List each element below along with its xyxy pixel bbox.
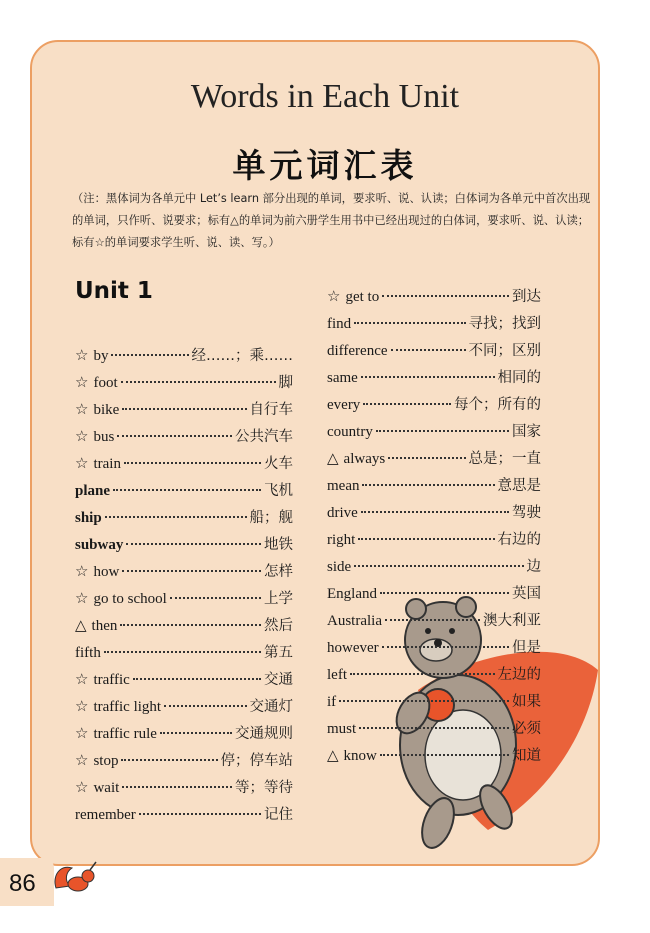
vocab-meaning: 必须 bbox=[512, 721, 541, 737]
dot-leader bbox=[354, 322, 465, 324]
vocab-meaning: 怎样 bbox=[264, 564, 293, 580]
vocab-word: country bbox=[327, 424, 373, 440]
vocab-row bbox=[327, 474, 541, 501]
page-number-tab bbox=[0, 858, 54, 906]
vocab-word: left bbox=[327, 667, 347, 683]
vocab-row bbox=[75, 506, 293, 533]
vocab-word: then bbox=[91, 618, 118, 634]
vocab-word: foot bbox=[93, 375, 118, 391]
dot-leader bbox=[362, 484, 494, 486]
squirrel-head bbox=[82, 870, 94, 882]
vocab-mark: ☆ bbox=[75, 427, 89, 445]
vocab-meaning: 停；停车站 bbox=[220, 753, 293, 769]
vocab-word: side bbox=[327, 559, 352, 575]
vocab-word: ship bbox=[75, 510, 102, 526]
dot-leader bbox=[380, 592, 509, 594]
dot-leader bbox=[121, 759, 217, 761]
vocab-mark: ☆ bbox=[75, 346, 89, 364]
vocab-mark: △ bbox=[327, 449, 339, 467]
vocab-word: however bbox=[327, 640, 379, 656]
dot-leader bbox=[376, 430, 509, 432]
vocab-word: train bbox=[93, 456, 121, 472]
dot-leader bbox=[160, 732, 232, 734]
vocab-mark: ☆ bbox=[75, 400, 89, 418]
vocab-row bbox=[327, 339, 541, 366]
dot-leader bbox=[385, 619, 480, 621]
vocab-word: traffic rule bbox=[93, 726, 157, 742]
vocab-word: mean bbox=[327, 478, 360, 494]
vocab-word: always bbox=[343, 451, 386, 467]
vocab-mark: ☆ bbox=[75, 454, 89, 472]
vocab-row bbox=[327, 285, 541, 312]
vocab-meaning: 地铁 bbox=[264, 537, 293, 553]
vocab-row bbox=[75, 398, 293, 425]
vocab-mark: ☆ bbox=[75, 589, 89, 607]
vocab-meaning: 边 bbox=[526, 559, 541, 575]
vocab-meaning: 上学 bbox=[264, 591, 293, 607]
vocab-mark: ☆ bbox=[75, 724, 89, 742]
dot-leader bbox=[124, 462, 261, 464]
vocab-meaning: 国家 bbox=[512, 424, 541, 440]
vocab-row bbox=[75, 371, 293, 398]
vocab-row bbox=[327, 744, 541, 771]
vocab-word: remember bbox=[75, 807, 136, 823]
vocab-row bbox=[75, 722, 293, 749]
vocab-row bbox=[75, 641, 293, 668]
dot-leader bbox=[170, 597, 261, 599]
vocab-row bbox=[327, 501, 541, 528]
vocab-meaning: 脚 bbox=[278, 375, 293, 391]
dot-leader bbox=[164, 705, 246, 707]
vocab-meaning: 交通规则 bbox=[235, 726, 293, 742]
dot-leader bbox=[122, 570, 261, 572]
vocab-word: drive bbox=[327, 505, 358, 521]
vocab-row bbox=[75, 614, 293, 641]
vocab-meaning: 火车 bbox=[264, 456, 293, 472]
vocab-row bbox=[75, 668, 293, 695]
vocab-row bbox=[75, 560, 293, 587]
vocab-meaning: 如果 bbox=[512, 694, 541, 710]
vocab-row bbox=[327, 609, 541, 636]
dot-leader bbox=[363, 403, 451, 405]
dot-leader bbox=[388, 457, 465, 459]
vocab-row bbox=[75, 425, 293, 452]
vocab-row bbox=[75, 776, 293, 803]
vocab-word: traffic light bbox=[93, 699, 162, 715]
page-number: 86 bbox=[9, 870, 36, 897]
vocab-meaning: 但是 bbox=[512, 640, 541, 656]
vocab-word: by bbox=[93, 348, 109, 364]
dot-leader bbox=[121, 381, 276, 383]
dot-leader bbox=[382, 646, 509, 648]
vocab-mark: ☆ bbox=[75, 751, 89, 769]
vocab-row bbox=[327, 420, 541, 447]
dot-leader bbox=[104, 651, 261, 653]
dot-leader bbox=[122, 786, 232, 788]
vocab-word: how bbox=[93, 564, 120, 580]
vocab-meaning: 英国 bbox=[512, 586, 541, 602]
vocab-mark: ☆ bbox=[75, 778, 89, 796]
vocab-meaning: 记住 bbox=[264, 807, 293, 823]
dot-leader bbox=[113, 489, 261, 491]
vocab-column-right bbox=[327, 285, 541, 771]
vocab-mark: △ bbox=[327, 746, 339, 764]
note-paragraph: （注：黑体词为各单元中 Let’s learn 部分出现的单词，要求听、说、认读；白体词为各单元中首次出现的单词，只作听、说要求；标有△的单词为前六册学生用书中已经出现过的白体词，要求听、说、认读；标有☆的单词要求学生听、说、读、写。） bbox=[72, 192, 591, 249]
vocab-row bbox=[75, 344, 293, 371]
vocab-mark: ☆ bbox=[327, 287, 341, 305]
vocab-word: if bbox=[327, 694, 337, 710]
vocab-row bbox=[327, 717, 541, 744]
vocab-row bbox=[75, 479, 293, 506]
vocab-meaning: 知道 bbox=[512, 748, 541, 764]
vocab-word: plane bbox=[75, 483, 111, 499]
vocab-mark: ☆ bbox=[75, 697, 89, 715]
dot-leader bbox=[350, 673, 495, 675]
vocab-meaning: 右边的 bbox=[497, 532, 541, 548]
dot-leader bbox=[361, 511, 509, 513]
vocab-meaning: 总是；一直 bbox=[468, 451, 541, 467]
dot-leader bbox=[105, 516, 247, 518]
vocab-word: Australia bbox=[327, 613, 382, 629]
vocab-row bbox=[327, 366, 541, 393]
vocab-meaning: 经……；乘…… bbox=[191, 348, 293, 364]
vocab-mark: ☆ bbox=[75, 670, 89, 688]
dot-leader bbox=[339, 700, 509, 702]
vocab-row bbox=[327, 393, 541, 420]
page-title-english: Words in Each Unit bbox=[190, 78, 460, 115]
vocab-meaning: 寻找；找到 bbox=[468, 316, 541, 332]
dot-leader bbox=[120, 624, 261, 626]
dot-leader bbox=[359, 727, 509, 729]
dot-leader bbox=[126, 543, 261, 545]
vocab-word: wait bbox=[93, 780, 120, 796]
squirrel-flag bbox=[90, 862, 96, 870]
dot-leader bbox=[382, 295, 509, 297]
vocab-column-left bbox=[75, 344, 293, 830]
vocab-word: England bbox=[327, 586, 377, 602]
vocab-word: subway bbox=[75, 537, 124, 553]
vocab-row bbox=[75, 749, 293, 776]
dot-leader bbox=[361, 376, 495, 378]
dot-leader bbox=[354, 565, 523, 567]
dot-leader bbox=[111, 354, 188, 356]
vocab-mark: ☆ bbox=[75, 373, 89, 391]
vocab-meaning: 自行车 bbox=[249, 402, 293, 418]
vocab-meaning: 船；舰 bbox=[249, 510, 293, 526]
vocab-meaning: 第五 bbox=[264, 645, 293, 661]
vocab-row bbox=[327, 663, 541, 690]
vocab-meaning: 交通 bbox=[264, 672, 293, 688]
vocab-row bbox=[75, 587, 293, 614]
vocab-meaning: 等；等待 bbox=[235, 780, 293, 796]
dot-leader bbox=[122, 408, 246, 410]
vocab-word: traffic bbox=[93, 672, 130, 688]
squirrel-icon bbox=[50, 858, 100, 898]
vocab-meaning: 每个；所有的 bbox=[454, 397, 541, 413]
vocab-row bbox=[327, 447, 541, 474]
unit-heading: Unit 1 bbox=[75, 278, 153, 304]
vocab-word: know bbox=[343, 748, 377, 764]
vocab-row bbox=[327, 555, 541, 582]
vocab-row bbox=[75, 803, 293, 830]
vocab-word: get to bbox=[345, 289, 380, 305]
vocab-row bbox=[327, 312, 541, 339]
vocab-meaning: 左边的 bbox=[497, 667, 541, 683]
dot-leader bbox=[139, 813, 261, 815]
vocab-mark: △ bbox=[75, 616, 87, 634]
vocab-meaning: 然后 bbox=[264, 618, 293, 634]
vocab-meaning: 不同；区别 bbox=[468, 343, 541, 359]
vocab-row bbox=[75, 533, 293, 560]
page-title-chinese: 单元词汇表 bbox=[232, 146, 418, 185]
vocab-meaning: 驾驶 bbox=[512, 505, 541, 521]
vocab-row bbox=[327, 690, 541, 717]
vocab-meaning: 澳大利亚 bbox=[483, 613, 541, 629]
vocab-word: difference bbox=[327, 343, 388, 359]
vocab-row bbox=[327, 582, 541, 609]
dot-leader bbox=[117, 435, 232, 437]
dot-leader bbox=[391, 349, 466, 351]
vocab-meaning: 飞机 bbox=[264, 483, 293, 499]
vocab-meaning: 意思是 bbox=[497, 478, 541, 494]
dot-leader bbox=[133, 678, 261, 680]
vocab-word: bike bbox=[93, 402, 120, 418]
vocab-meaning: 到达 bbox=[512, 289, 541, 305]
vocab-word: every bbox=[327, 397, 361, 413]
vocab-word: must bbox=[327, 721, 357, 737]
dot-leader bbox=[358, 538, 494, 540]
vocab-word: stop bbox=[93, 753, 119, 769]
vocab-row bbox=[327, 528, 541, 555]
dot-leader bbox=[380, 754, 509, 756]
vocab-word: same bbox=[327, 370, 358, 386]
vocab-meaning: 交通灯 bbox=[249, 699, 293, 715]
vocab-word: go to school bbox=[93, 591, 167, 607]
vocab-word: fifth bbox=[75, 645, 101, 661]
vocab-meaning: 相同的 bbox=[497, 370, 541, 386]
vocab-meaning: 公共汽车 bbox=[235, 429, 293, 445]
vocab-mark: ☆ bbox=[75, 562, 89, 580]
vocab-row bbox=[75, 695, 293, 722]
vocab-word: find bbox=[327, 316, 352, 332]
vocab-row bbox=[327, 636, 541, 663]
vocab-word: bus bbox=[93, 429, 115, 445]
vocab-row bbox=[75, 452, 293, 479]
vocab-word: right bbox=[327, 532, 356, 548]
